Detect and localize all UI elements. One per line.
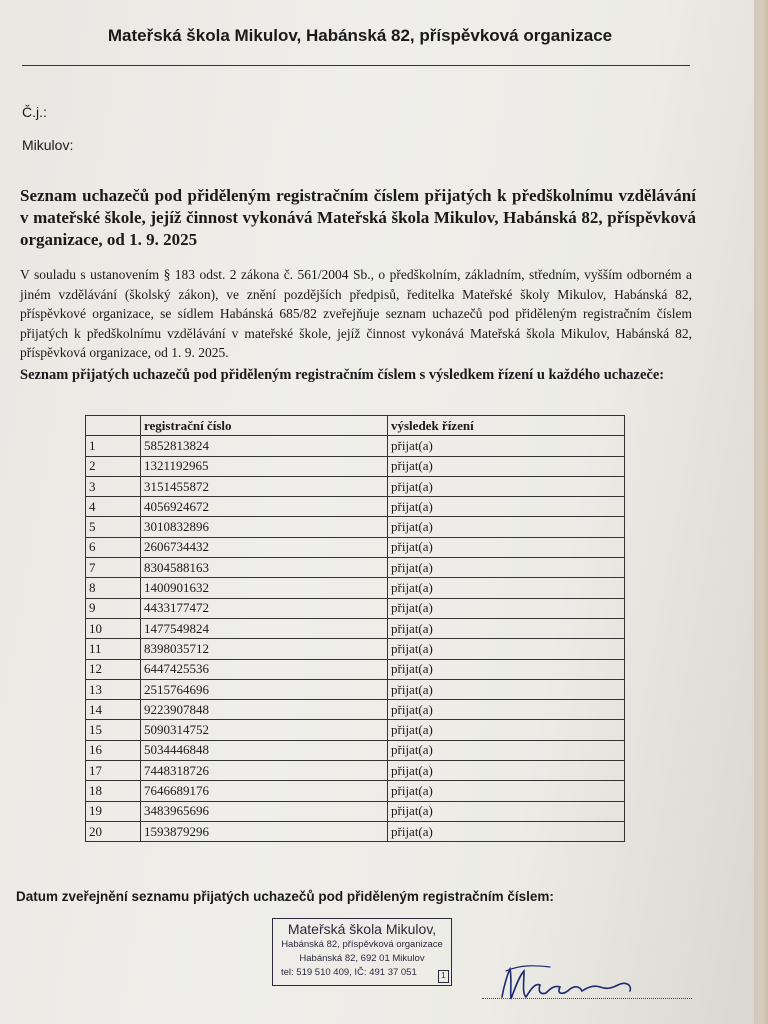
- stamp-number: 1: [438, 970, 449, 983]
- table-row: [86, 639, 625, 659]
- registration-number: 8304588163: [141, 558, 388, 578]
- result: přijat(a): [388, 821, 625, 841]
- result: přijat(a): [388, 558, 625, 578]
- result: přijat(a): [388, 456, 625, 476]
- registration-number: 3151455872: [141, 476, 388, 496]
- table-row: [86, 618, 625, 638]
- result: přijat(a): [388, 801, 625, 821]
- table-row: [86, 700, 625, 720]
- table-row: [86, 436, 625, 456]
- registration-number: 1593879296: [141, 821, 388, 841]
- registration-number: 1400901632: [141, 578, 388, 598]
- table-row: [86, 598, 625, 618]
- row-index: 19: [86, 801, 141, 821]
- row-index: 8: [86, 578, 141, 598]
- city-label: Mikulov:: [22, 137, 74, 153]
- header-index: [86, 416, 141, 436]
- row-index: 12: [86, 659, 141, 679]
- result: přijat(a): [388, 659, 625, 679]
- registration-number: 5090314752: [141, 720, 388, 740]
- registration-number: 7646689176: [141, 781, 388, 801]
- stamp-line-1: Mateřská škola Mikulov,: [287, 921, 437, 937]
- row-index: 13: [86, 679, 141, 699]
- result: přijat(a): [388, 740, 625, 760]
- result: přijat(a): [388, 497, 625, 517]
- registration-number: 2515764696: [141, 679, 388, 699]
- registration-number: 5852813824: [141, 436, 388, 456]
- registration-number: 1477549824: [141, 618, 388, 638]
- registration-number: 4433177472: [141, 598, 388, 618]
- result: přijat(a): [388, 537, 625, 557]
- row-index: 2: [86, 456, 141, 476]
- row-index: 20: [86, 821, 141, 841]
- result: přijat(a): [388, 598, 625, 618]
- result: přijat(a): [388, 720, 625, 740]
- list-heading: Seznam přijatých uchazečů pod přiděleným registračním číslem s výsledkem řízení u každého uchazeče:: [20, 367, 665, 383]
- table-row: [86, 497, 625, 517]
- table-row: [86, 537, 625, 557]
- header-result: výsledek řízení: [388, 416, 625, 436]
- table-row: [86, 578, 625, 598]
- row-index: 16: [86, 740, 141, 760]
- result: přijat(a): [388, 436, 625, 456]
- row-index: 1: [86, 436, 141, 456]
- result: přijat(a): [388, 639, 625, 659]
- table-row: [86, 761, 625, 781]
- table-row: [86, 659, 625, 679]
- row-index: 17: [86, 761, 141, 781]
- registration-number: 5034446848: [141, 740, 388, 760]
- table-row: [86, 476, 625, 496]
- header-title: Mateřská škola Mikulov, Habánská 82, příspěvková organizace: [107, 26, 613, 45]
- document-title: Seznam uchazečů pod přiděleným registračním číslem přijatých k předškolnímu vzdělávání v mateřské škole, jejíž činnost vykonává Mateřská škola Mikulov, Habánská 82, příspěvková organizace, od 1. 9. 2025: [20, 186, 696, 249]
- row-index: 9: [86, 598, 141, 618]
- stamp-line-2: Habánská 82, příspěvková organizace: [281, 939, 443, 950]
- header-registration-number: registrační číslo: [141, 416, 388, 436]
- registration-number: 3483965696: [141, 801, 388, 821]
- table-row: [86, 801, 625, 821]
- registration-number: 9223907848: [141, 700, 388, 720]
- registration-number: 3010832896: [141, 517, 388, 537]
- row-index: 5: [86, 517, 141, 537]
- publication-date-label: Datum zveřejnění seznamu přijatých uchazečů pod přiděleným registračním číslem:: [16, 889, 554, 904]
- table-header-row: [86, 416, 625, 436]
- row-index: 15: [86, 720, 141, 740]
- result: přijat(a): [388, 700, 625, 720]
- table-row: [86, 740, 625, 760]
- result: přijat(a): [388, 578, 625, 598]
- row-index: 10: [86, 618, 141, 638]
- table-row: [86, 720, 625, 740]
- result: přijat(a): [388, 618, 625, 638]
- results-table: [85, 415, 625, 842]
- reference-number-label: Č.j.:: [22, 104, 47, 120]
- handwritten-signature: [480, 955, 650, 1015]
- result: přijat(a): [388, 781, 625, 801]
- page-edge: [754, 0, 768, 1024]
- table-row: [86, 558, 625, 578]
- row-index: 6: [86, 537, 141, 557]
- result: přijat(a): [388, 761, 625, 781]
- stamp-line-4: tel: 519 510 409, IČ: 491 37 051: [281, 967, 417, 978]
- header-divider: [22, 65, 690, 66]
- registration-number: 1321192965: [141, 456, 388, 476]
- table-row: [86, 679, 625, 699]
- row-index: 18: [86, 781, 141, 801]
- result: přijat(a): [388, 476, 625, 496]
- row-index: 14: [86, 700, 141, 720]
- table-row: [86, 517, 625, 537]
- table-row: [86, 781, 625, 801]
- intro-paragraph: V souladu s ustanovením § 183 odst. 2 zákona č. 561/2004 Sb., o předškolním, základním, středním, vyšším odborném a jiném vzdělávání (školský zákon), ve znění pozdějších předpisů, ředitelka Mateřské školy Mikulov, Habánská 82, příspěvkové organizace, se sídlem Habánská 685/82 zveřejňuje seznam uchazečů pod přiděleným registračním číslem přijatých k předškolnímu vzdělávání v mateřské škole, jejíž činnost vykonává Mateřská škola Mikulov, Habánská 82, příspěvková organizace, od 1. 9. 2025.: [20, 267, 692, 360]
- registration-number: 6447425536: [141, 659, 388, 679]
- table-row: [86, 821, 625, 841]
- school-stamp: [272, 918, 452, 986]
- row-index: 3: [86, 476, 141, 496]
- row-index: 11: [86, 639, 141, 659]
- row-index: 7: [86, 558, 141, 578]
- result: přijat(a): [388, 517, 625, 537]
- registration-number: 7448318726: [141, 761, 388, 781]
- registration-number: 8398035712: [141, 639, 388, 659]
- registration-number: 2606734432: [141, 537, 388, 557]
- result: přijat(a): [388, 679, 625, 699]
- signature-line: [482, 998, 692, 999]
- row-index: 4: [86, 497, 141, 517]
- stamp-line-3: Habánská 82, 692 01 Mikulov: [299, 953, 425, 964]
- registration-number: 4056924672: [141, 497, 388, 517]
- table-row: [86, 456, 625, 476]
